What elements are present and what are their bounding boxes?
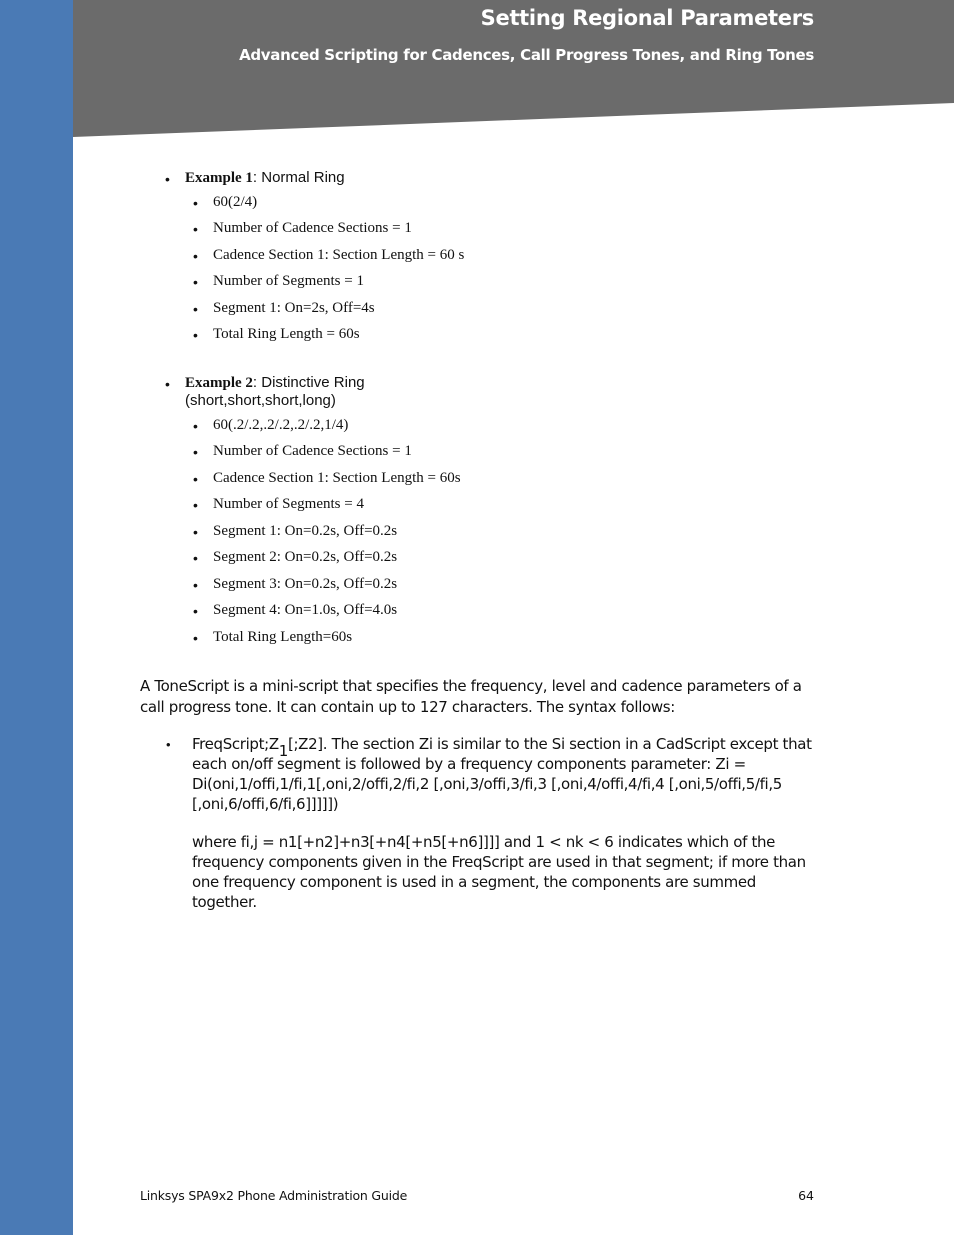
page-number: 64 — [798, 1188, 814, 1203]
list-item: Segment 3: On=0.2s, Off=0.2s — [213, 576, 398, 592]
bullet: • — [166, 737, 171, 752]
syntax-prefix: FreqScript;Z — [192, 735, 279, 753]
bullet: • — [165, 376, 170, 392]
list-item: Total Ring Length = 60s — [213, 326, 360, 342]
list-item: 60(2/4) — [213, 194, 258, 210]
bullet: • — [193, 301, 198, 317]
list-item: Segment 1: On=0.2s, Off=0.2s — [213, 523, 398, 539]
example-2-desc: : Distinctive Ring (short,short,short,long) — [185, 374, 365, 409]
bullet: • — [193, 327, 198, 343]
tonescript-intro: A ToneScript is a mini-script that specifies the frequency, level and cadence parameters of a call progress tone. It can contain up to 127 characters. The syntax follows: — [140, 677, 802, 716]
bullet: • — [193, 603, 198, 619]
tonescript-where: where fi,j = n1[+n2]+n3[+n4[+n5[+n6]]]] and 1 < nk < 6 indicates which of the frequency components given in the FreqScript are used in that segment; if more than one frequency component is used in a segment, the components are summed together. — [192, 833, 806, 911]
bullet: • — [193, 418, 198, 434]
list-item: Cadence Section 1: Section Length = 60 s — [213, 247, 465, 263]
list-item: Number of Cadence Sections = 1 — [213, 220, 412, 236]
bullet: • — [193, 577, 198, 593]
bullet: • — [193, 444, 198, 460]
list-item: Number of Segments = 4 — [213, 496, 364, 512]
list-item: Cadence Section 1: Section Length = 60s — [213, 470, 461, 486]
bullet: • — [193, 497, 198, 513]
list-item: Segment 2: On=0.2s, Off=0.2s — [213, 549, 398, 565]
syntax-subscript: 1 — [278, 742, 288, 760]
syntax-rest: [;Z2]. The section Zi is similar to the Si section in a CadScript except that each on/off segment is followed by a frequency components parameter: Zi = Di(oni,1/offi,1/fi,1[,oni,2/offi,2/fi,2 [,oni,3/offi,3/fi,3 [,oni,4/offi,4/fi,4 [,oni,5/offi,5/fi,5 [,oni,6/offi,6/fi,6]]]]]) — [192, 735, 812, 813]
footer-guide-title: Linksys SPA9x2 Phone Administration Guide — [140, 1188, 408, 1203]
list-item: Total Ring Length=60s — [213, 629, 353, 645]
list-item: 60(.2/.2,.2/.2,.2/.2,1/4) — [213, 417, 349, 433]
bullet: • — [193, 630, 198, 646]
section-subtitle: Advanced Scripting for Cadences, Call Progress Tones, and Ring Tones — [239, 46, 814, 64]
tonescript-syntax — [192, 734, 820, 814]
bullet: • — [193, 524, 198, 540]
bullet: • — [165, 171, 170, 187]
example-1-desc: : Normal Ring — [252, 169, 345, 186]
example-1-label: Example 1 — [185, 170, 253, 186]
list-item: Number of Cadence Sections = 1 — [213, 443, 412, 459]
bullet: • — [193, 195, 198, 211]
list-item: Number of Segments = 1 — [213, 273, 364, 289]
example-2-label: Example 2 — [185, 375, 253, 391]
bullet: • — [193, 221, 198, 237]
bullet: • — [193, 248, 198, 264]
bullet: • — [193, 550, 198, 566]
bullet: • — [193, 471, 198, 487]
left-sidebar-band — [0, 0, 73, 1235]
bullet: • — [193, 274, 198, 290]
list-item: Segment 4: On=1.0s, Off=4.0s — [213, 602, 398, 618]
section-title: Setting Regional Parameters — [480, 6, 814, 30]
example-1-heading — [185, 169, 505, 187]
example-2-heading — [185, 374, 400, 410]
page-header — [73, 0, 954, 140]
list-item: Segment 1: On=2s, Off=4s — [213, 300, 375, 316]
